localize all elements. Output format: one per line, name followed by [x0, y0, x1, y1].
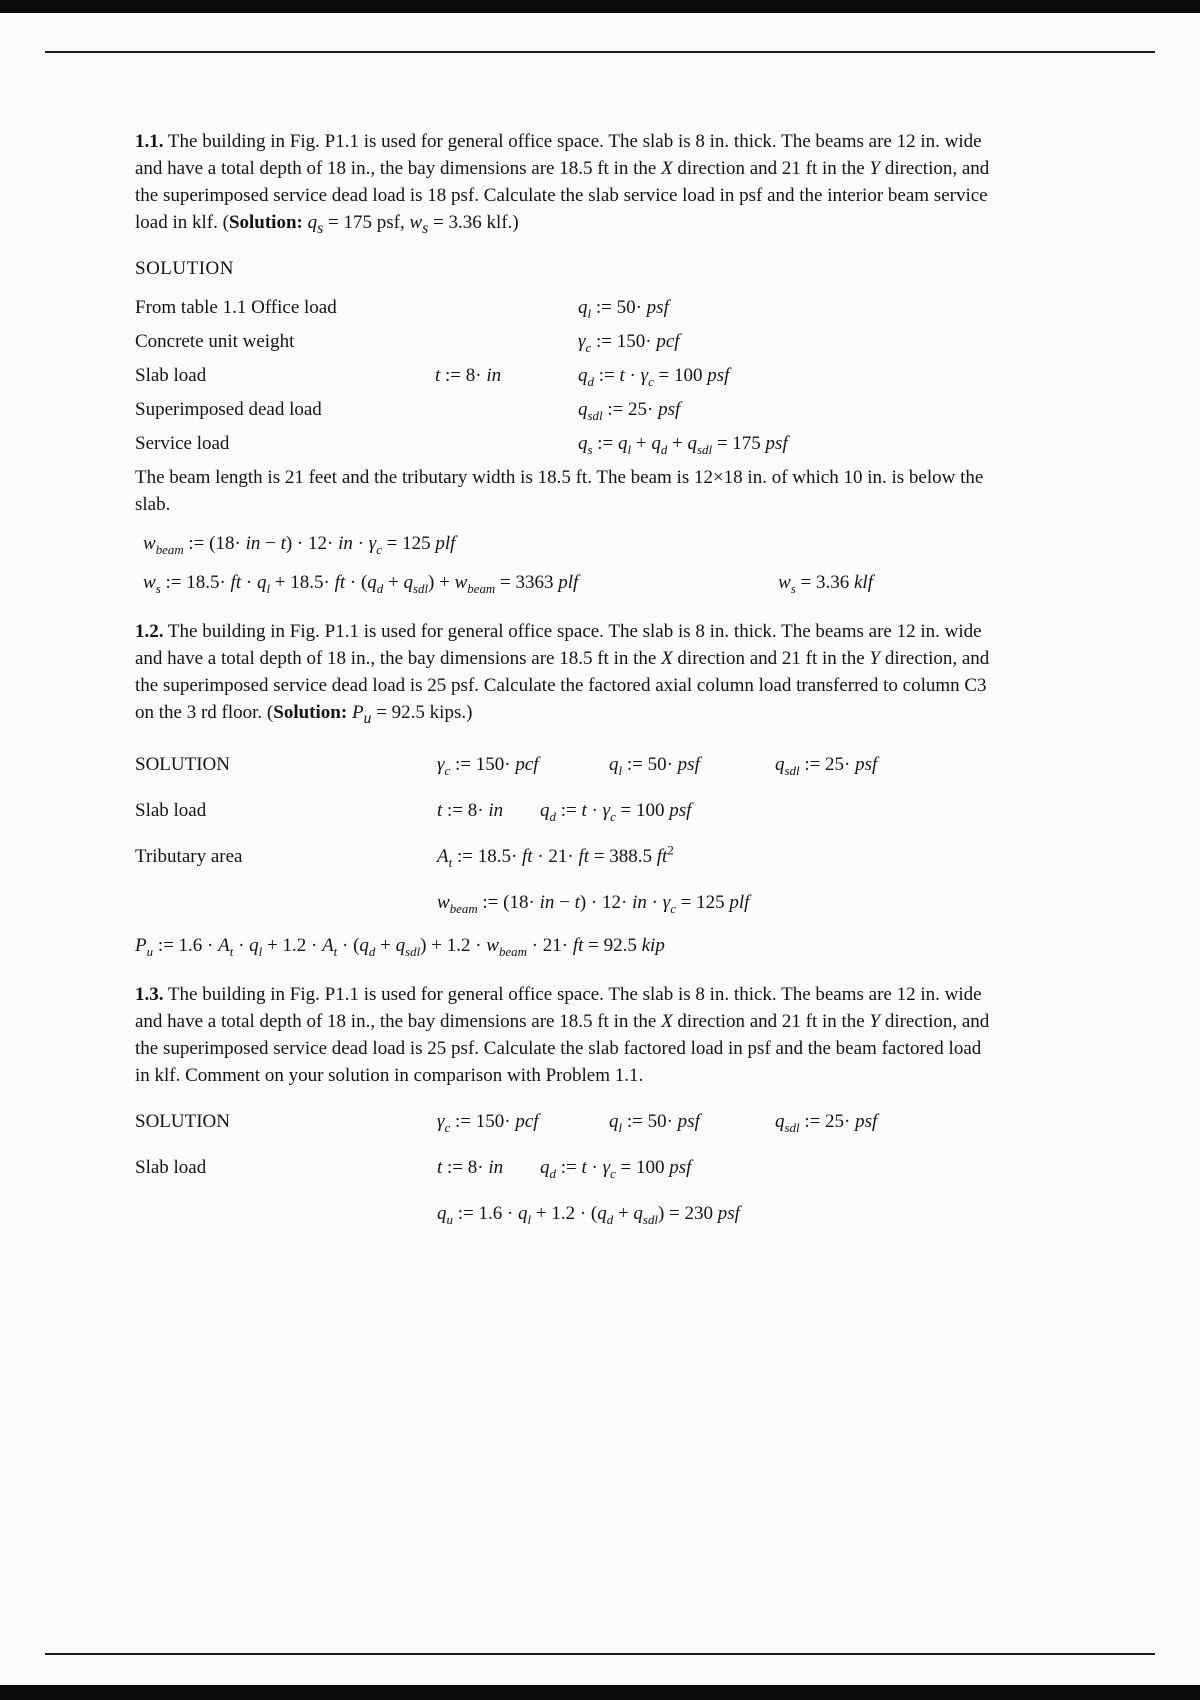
q-l-formula: $q_l$ := 50· psf [609, 753, 700, 778]
q-l-formula: $q_l$ := 50· psf [609, 1110, 700, 1135]
row-label: Service load [135, 432, 230, 454]
tributary-area-row [135, 843, 993, 870]
row-label: Superimposed dead load [135, 398, 322, 420]
w-s-formula: $w_s$ := 18.5· ft · $q_l + 18.5\cdot$ ft · $(q_d + q_{sdl}) + w_{beam} = 3363$ plf [143, 571, 579, 596]
q-d-formula: $q_d$ := $t \cdot \gamma_c = 100$ psf [540, 1156, 692, 1181]
row-formula: $\gamma_c$ := 150· pcf [578, 330, 680, 355]
scan-bottom-edge [0, 1685, 1200, 1700]
row-label: Slab load [135, 364, 207, 386]
t-formula: t := 8· in [437, 1156, 504, 1178]
q-sdl-formula: $q_{sdl}$ := 25· psf [775, 753, 878, 778]
q-sdl-formula: $q_{sdl}$ := 25· psf [775, 1110, 878, 1135]
slab-load-row [135, 1154, 993, 1181]
solution-row [135, 362, 993, 389]
solution-heading-1-1: SOLUTION [135, 257, 234, 279]
solution-row [135, 328, 993, 355]
a-t-formula: $A_t$ := 18.5· ft · 21· ft = 388.5 $ft^2$ [437, 842, 674, 870]
beam-note: The beam length is 21 feet and the tributary width is 18.5 ft. The beam is 12×18 in. of which 10 in. is below the slab. [135, 466, 984, 515]
solution-row [135, 430, 993, 457]
slab-load-row [135, 797, 993, 824]
q-u-formula: $q_u$ := $1.6 \cdot q_l + 1.2 \cdot (q_d + q_{sdl}) = 230$ psf [437, 1202, 740, 1227]
problem-1-3-statement: 1.3. The building in Fig. P1.1 is used for general office space. The slab is 8 in. thick. The beams are 12 in. wide and have a total depth of 18 in., the bay dimensions are 18.5 ft in the X direction and 21 ft in the Y direction, and the superimposed service dead load is 25 psf. Calculate the slab factored load in psf and the beam factored load in klf. Comment on your solution in comparison with Problem 1.1. [135, 983, 990, 1086]
header-rule [45, 51, 1155, 53]
problem-1-1-statement: 1.1. The building in Fig. P1.1 is used for general office space. The slab is 8 in. thick. The beams are 12 in. wide and have a total depth of 18 in., the bay dimensions are 18.5 ft in the X direction and 21 ft in the Y direction, and the superimposed service dead load is 18 psf. Calculate the slab service load in psf and the interior beam service load in klf. (Solution: $q_s = 175$ psf, $w_s = 3.36$ klf.) [135, 131, 990, 237]
scan-top-edge [0, 0, 1200, 13]
solution-header-row [135, 751, 993, 778]
row-formula: $q_{sdl}$ := 25· psf [578, 398, 681, 423]
row-label: From table 1.1 Office load [135, 296, 337, 318]
row-label: Tributary area [135, 845, 243, 867]
solution-heading-1-3: SOLUTION [135, 1110, 230, 1132]
row-formula: $q_s$ := $q_l + q_d + q_{sdl} = 175$ psf [578, 432, 788, 457]
row-mid-formula: t := 8· in [435, 364, 502, 386]
solution-row [135, 396, 993, 423]
solution-heading-1-2: SOLUTION [135, 753, 230, 775]
w-beam-formula-2: $w_{beam}$ := (18· in − t) · 12· in · $\gamma_c = 125$ plf [437, 891, 750, 916]
row-label: Slab load [135, 799, 207, 821]
footer-rule [45, 1653, 1155, 1655]
q-d-formula: $q_d$ := $t \cdot \gamma_c = 100$ psf [540, 799, 692, 824]
row-label: Concrete unit weight [135, 330, 295, 352]
t-formula: t := 8· in [437, 799, 504, 821]
w-beam-formula: $w_{beam}$ := (18· in − t) · 12· in · $\gamma_c = 125$ plf [143, 532, 456, 557]
solution-row [135, 294, 993, 321]
gamma-c-formula: $\gamma_c$ := 150· pcf [437, 1110, 539, 1135]
w-s-result: $w_s = 3.36$ klf [778, 571, 873, 596]
row-label: Slab load [135, 1156, 207, 1178]
row-formula: $q_d$ := $t \cdot \gamma_c = 100$ psf [578, 364, 730, 389]
row-formula: $q_l$ := 50· psf [578, 296, 669, 321]
page-content [135, 128, 993, 1241]
p-u-formula: $P_u$ := $1.6 \cdot A_t \cdot q_l + 1.2 \cdot A_t \cdot (q_d + q_{sdl}) + 1.2 \cdot w_{beam} \cdot 21\cdot$ ft = 92.5 kip [135, 934, 665, 959]
gamma-c-formula: $\gamma_c$ := 150· pcf [437, 753, 539, 778]
solution-header-row [135, 1108, 993, 1135]
problem-1-2-statement: 1.2. The building in Fig. P1.1 is used for general office space. The slab is 8 in. thick. The beams are 12 in. wide and have a total depth of 18 in., the bay dimensions are 18.5 ft in the X direction and 21 ft in the Y direction, and the superimposed service dead load is 25 psf. Calculate the factored axial column load transferred to column C3 on the 3 rd floor. (Solution: $P_u = 92.5$ kips.) [135, 620, 990, 727]
